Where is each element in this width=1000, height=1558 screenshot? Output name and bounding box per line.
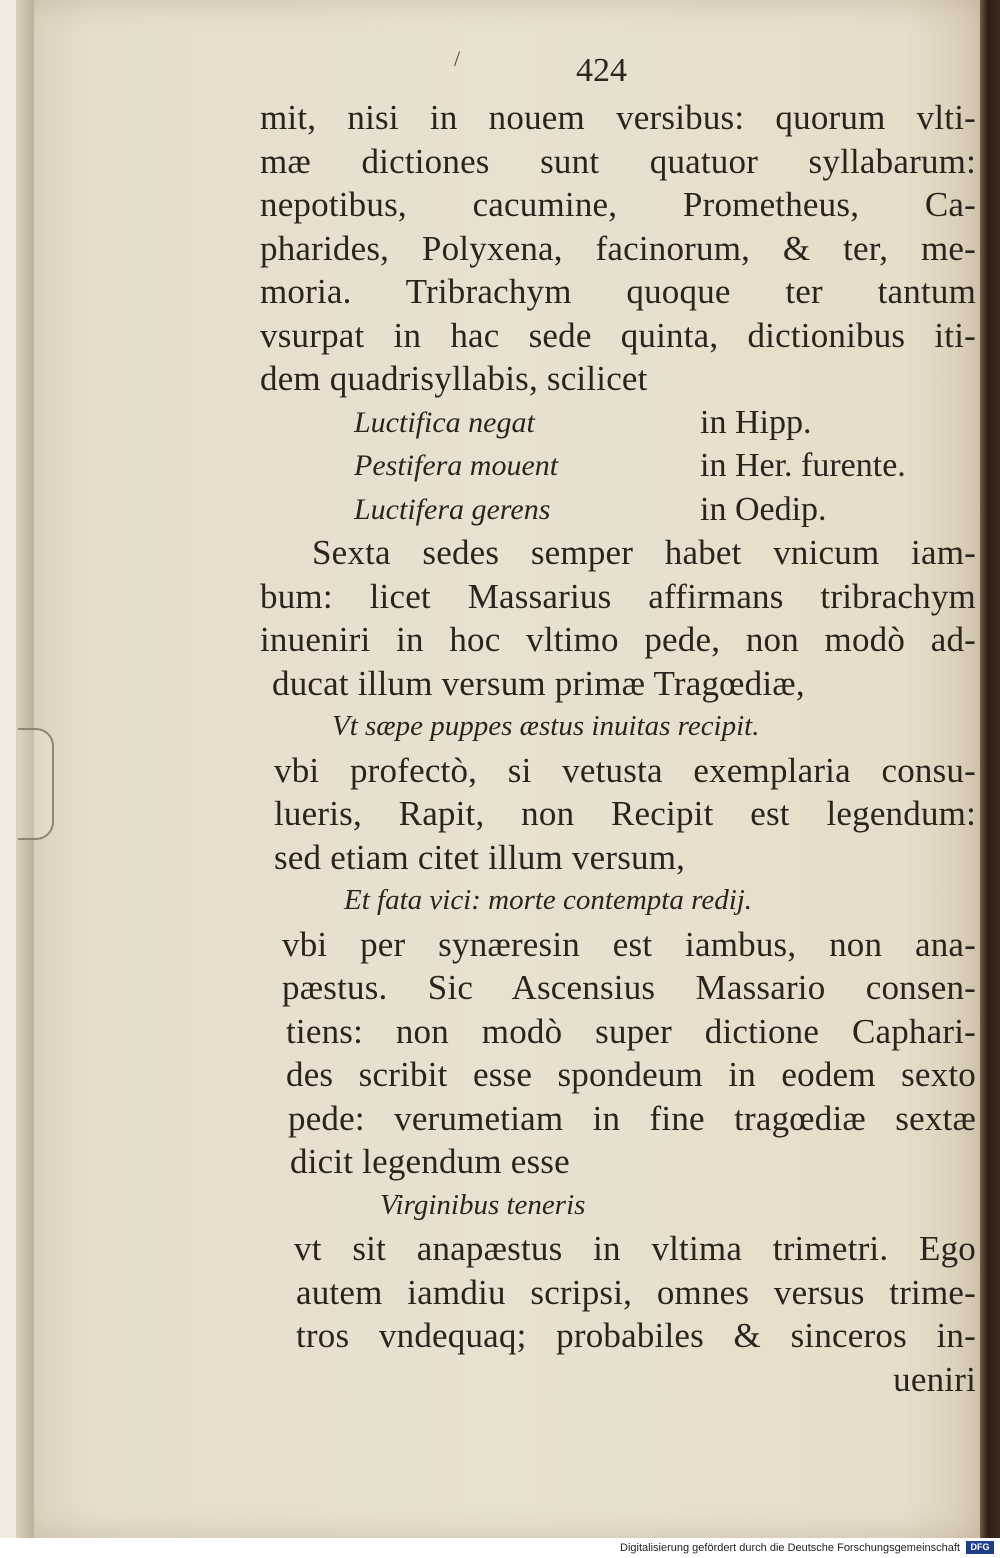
dfg-logo: DFG [966, 1541, 994, 1554]
quotation-row [260, 401, 976, 445]
quoted-verse-line: Vt sæpe puppes æstus inuitas recipit. [332, 710, 760, 742]
body-text [260, 96, 976, 1401]
verse-source: in Her. furente. [700, 447, 906, 484]
text-line: des scribit esse spondeum in eodem sexto [286, 1055, 976, 1094]
text-line: Sexta sedes semper habet vnicum iam- [312, 533, 976, 572]
text-line: pharides, Polyxena, facinorum, & ter, me- [260, 228, 976, 268]
text-line: dicit legendum esse [290, 1142, 570, 1181]
digitization-footer [0, 1538, 1000, 1558]
text-line: bum: licet Massarius affirmans tribrachym [260, 576, 976, 616]
text-line: vsurpat in hac sede quinta, dictionibus iti- [260, 315, 976, 355]
text-line: mit, nisi in nouem versibus: quorum vlti- [260, 98, 976, 137]
text-line: pæstus. Sic Ascensius Massario consen- [282, 968, 976, 1007]
text-line: lueris, Rapit, non Recipit est legendum: [274, 794, 976, 833]
book-page [16, 0, 982, 1538]
text-line: mæ dictiones sunt quatuor syllabarum: [260, 141, 976, 181]
funding-credit: Digitalisierung gefördert durch die Deutsche Forschungsgemeinschaft [620, 1542, 960, 1554]
quoted-verse-line: Virginibus teneris [380, 1188, 586, 1221]
quoted-verse: Pestifera mouent [354, 449, 559, 482]
text-line: ducat illum versum primæ Tragœdiæ, [272, 663, 805, 703]
book-spine [980, 0, 1000, 1538]
text-line: vbi profectò, si vetusta exemplaria consu- [274, 750, 976, 790]
margin-mark: / [454, 46, 461, 71]
text-line: tros vndequaq; probabiles & sinceros in- [296, 1316, 976, 1355]
page-clip [18, 728, 54, 840]
verse-source: in Oedip. [700, 490, 827, 528]
text-line: sed etiam citet illum versum, [274, 837, 686, 877]
text-line: vt sit anapæstus in vltima trimetri. Ego [294, 1229, 976, 1268]
text-line: pede: verumetiam in fine tragœdiæ sextæ [288, 1098, 976, 1138]
text-line: tiens: non modò super dictione Caphari- [286, 1011, 976, 1051]
text-line: vbi per synæresin est iambus, non ana- [282, 924, 976, 964]
text-line: inueniri in hoc vltimo pede, non modò ad- [260, 620, 976, 659]
text-line: moria. Tribrachym quoque ter tantum [260, 272, 976, 311]
quotation-row [260, 488, 976, 532]
quoted-verse: Luctifera gerens [354, 492, 551, 526]
quoted-verse-line: Et fata vici: morte contempta redij. [344, 884, 753, 916]
quoted-verse: Luctifica negat [354, 405, 535, 439]
verse-source: in Hipp. [700, 403, 812, 441]
text-line: nepotibus, cacumine, Prometheus, Ca- [260, 185, 976, 224]
catchword: ueniri [893, 1359, 976, 1399]
quotation-row [260, 444, 976, 488]
text-line: autem iamdiu scripsi, omnes versus trime- [296, 1272, 976, 1312]
page-number: 424 [576, 52, 627, 89]
text-line: dem quadrisyllabis, scilicet [260, 359, 648, 398]
